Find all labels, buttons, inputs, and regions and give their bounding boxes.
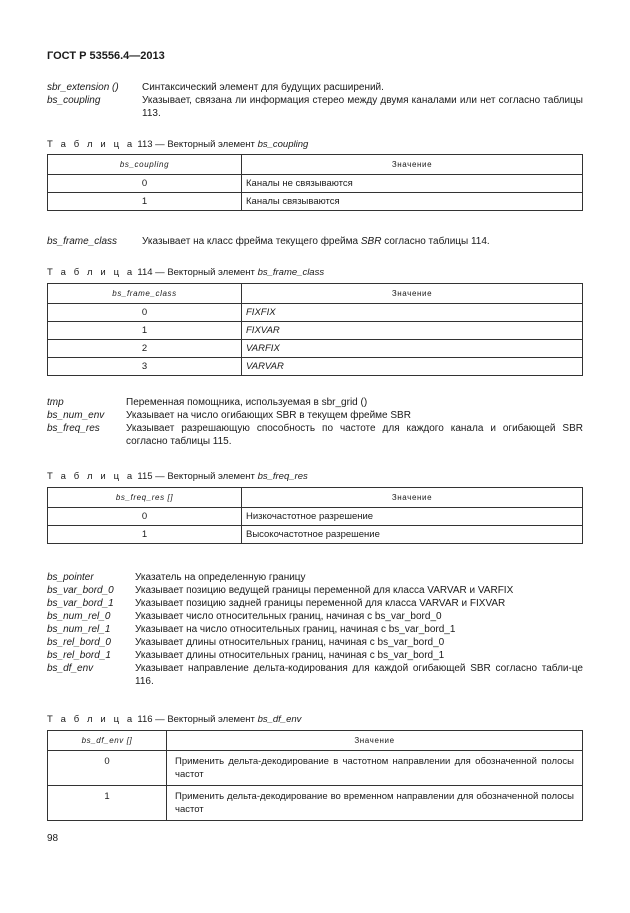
definition-text: Указывает на число огибающих SBR в текущем фрейме SBR xyxy=(126,410,411,421)
table-116 xyxy=(47,730,583,821)
table-header-row xyxy=(48,488,583,508)
table-cell: 0 xyxy=(48,751,167,786)
definition-text: Указывает позицию ведущей границы переменной для класса VARVAR и VARFIX xyxy=(135,585,514,596)
definition-item xyxy=(47,422,583,448)
table-caption-115: Т а б л и ц а 115 — Векторный элемент bs_freq_res xyxy=(47,471,308,482)
definition-text: Указывает позицию задней границы переменной для класса VARVAR и FIXVAR xyxy=(135,598,506,609)
table-cell: 0 xyxy=(48,175,242,193)
table-row xyxy=(48,508,583,526)
definition-term: bs_pointer xyxy=(47,572,94,583)
table-cell: Применить дельта-декодирование в частотном направлении для обозначенной полосы частот xyxy=(167,751,583,786)
table-row xyxy=(48,193,583,211)
definition-term: bs_freq_res xyxy=(47,423,100,434)
definition-item xyxy=(47,584,583,597)
definition-item xyxy=(47,571,583,584)
table-cell: VARFIX xyxy=(242,340,583,358)
table-cell: VARVAR xyxy=(242,358,583,376)
table-row xyxy=(48,322,583,340)
table-114 xyxy=(47,283,583,376)
definition-term: bs_rel_bord_1 xyxy=(47,650,111,661)
definition-item xyxy=(47,409,583,422)
definition-text: Указывает число относительных границ, начиная с bs_var_bord_0 xyxy=(135,611,442,622)
table-cell: Низкочастотное разрешение xyxy=(242,508,583,526)
definition-item xyxy=(47,649,583,662)
definition-term: bs_num_env xyxy=(47,410,105,421)
table-caption-113: Т а б л и ц а 113 — Векторный элемент bs_coupling xyxy=(47,139,309,150)
table-header-row xyxy=(48,731,583,751)
table-cell: FIXVAR xyxy=(242,322,583,340)
definition-item xyxy=(47,81,583,94)
column-header: Значение xyxy=(242,488,583,508)
column-header: bs_frame_class xyxy=(48,284,242,304)
table-cell: 0 xyxy=(48,304,242,322)
table-cell: 0 xyxy=(48,508,242,526)
definition-item xyxy=(47,396,583,409)
definition-text: Указывает длины относительных границ, начиная с bs_var_bord_1 xyxy=(135,650,445,661)
table-row xyxy=(48,751,583,786)
definition-item xyxy=(47,662,583,688)
table-caption-116: Т а б л и ц а 116 — Векторный элемент bs_df_env xyxy=(47,714,302,725)
definition-text: Указатель на определенную границу xyxy=(135,572,306,583)
column-header: bs_df_env [] xyxy=(48,731,167,751)
table-header-row xyxy=(48,284,583,304)
definition-term: bs_rel_bord_0 xyxy=(47,637,111,648)
definition-term: tmp xyxy=(47,397,64,408)
definition-text: Указывает на число относительных границ, начиная с bs_var_bord_1 xyxy=(135,624,456,635)
table-113 xyxy=(47,154,583,211)
column-header: bs_freq_res [] xyxy=(48,488,242,508)
definitions-frame-class xyxy=(47,235,583,248)
column-header: Значение xyxy=(242,155,583,175)
table-row xyxy=(48,786,583,821)
table-cell: Каналы связываются xyxy=(242,193,583,211)
definitions-block-1 xyxy=(47,81,583,120)
table-cell: Каналы не связываются xyxy=(242,175,583,193)
definition-term: bs_num_rel_0 xyxy=(47,611,111,622)
definition-text: Переменная помощника, используемая в sbr_grid () xyxy=(126,397,368,408)
definition-item xyxy=(47,636,583,649)
table-caption-114: Т а б л и ц а 114 — Векторный элемент bs_frame_class xyxy=(47,267,325,278)
table-header-row xyxy=(48,155,583,175)
column-header: bs_coupling xyxy=(48,155,242,175)
document-header: ГОСТ Р 53556.4—2013 xyxy=(47,50,165,62)
definition-text: Указывает направление дельта-кодирования для каждой огибающей SBR согласно табли-це 116. xyxy=(135,663,583,687)
definition-text: Указывает разрешающую способность по частоте для каждого канала и огибающей SBR согласно таблицы 115. xyxy=(126,423,583,447)
table-cell: Применить дельта-декодирование во временном направлении для обозначенной полосы частот xyxy=(167,786,583,821)
definition-term: bs_var_bord_1 xyxy=(47,598,114,609)
definitions-block-3 xyxy=(47,571,583,688)
table-row xyxy=(48,175,583,193)
definition-term: bs_df_env xyxy=(47,663,94,674)
table-115 xyxy=(47,487,583,544)
column-header: Значение xyxy=(242,284,583,304)
table-cell: Высокочастотное разрешение xyxy=(242,526,583,544)
definition-item xyxy=(47,235,583,248)
definition-term: bs_num_rel_1 xyxy=(47,624,111,635)
column-header: Значение xyxy=(167,731,583,751)
definition-item xyxy=(47,610,583,623)
definition-term: bs_coupling xyxy=(47,95,101,106)
table-cell: 1 xyxy=(48,786,167,821)
table-row xyxy=(48,358,583,376)
table-cell: 3 xyxy=(48,358,242,376)
table-row xyxy=(48,526,583,544)
definition-item xyxy=(47,623,583,636)
definition-text: Указывает длины относительных границ, начиная с bs_var_bord_0 xyxy=(135,637,445,648)
definition-text: Указывает на класс фрейма текущего фрейма SBR согласно таблицы 114. xyxy=(142,236,490,247)
table-row xyxy=(48,304,583,322)
table-cell: 1 xyxy=(48,322,242,340)
definition-item xyxy=(47,597,583,610)
table-cell: FIXFIX xyxy=(242,304,583,322)
table-row xyxy=(48,340,583,358)
page-number: 98 xyxy=(47,833,59,844)
table-cell: 1 xyxy=(48,193,242,211)
definitions-block-2 xyxy=(47,396,583,448)
definition-text: Указывает, связана ли информация стерео между двумя каналами или нет согласно таблицы 113. xyxy=(142,95,583,119)
table-cell: 1 xyxy=(48,526,242,544)
definition-item xyxy=(47,94,583,120)
definition-text: Синтаксический элемент для будущих расширений. xyxy=(142,82,384,93)
table-cell: 2 xyxy=(48,340,242,358)
definition-term: bs_frame_class xyxy=(47,236,118,247)
definition-term: sbr_extension () xyxy=(47,82,119,93)
definition-term: bs_var_bord_0 xyxy=(47,585,114,596)
